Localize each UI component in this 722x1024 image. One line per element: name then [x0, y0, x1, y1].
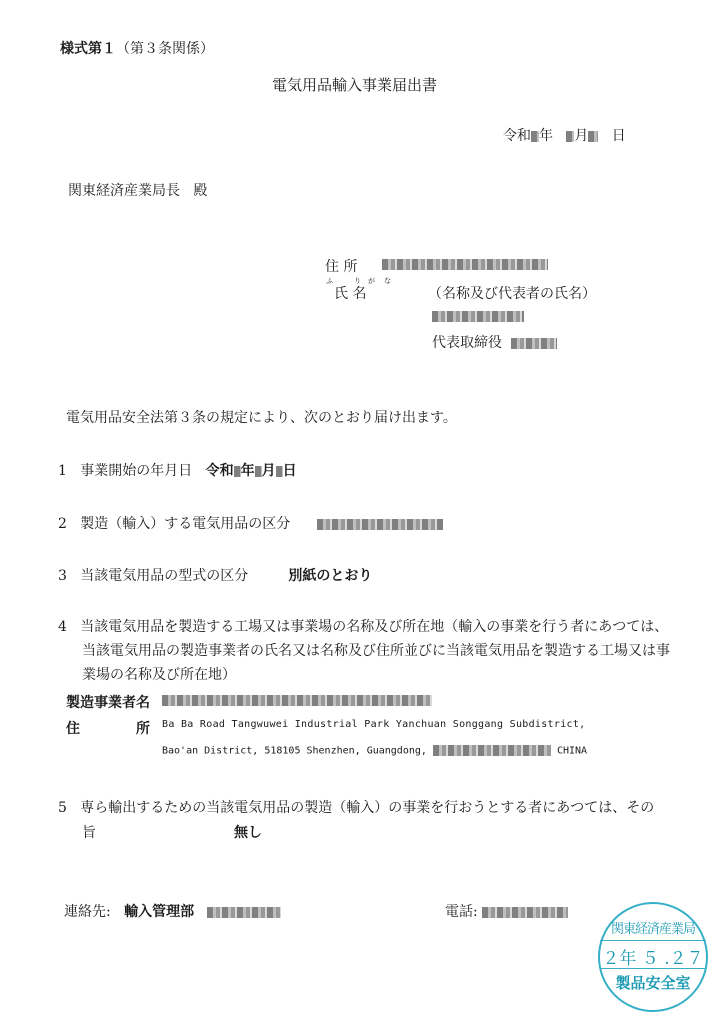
item-5: 5 専ら輸出するための当該電気用品の製造（輸入）の事業を行おうとする者にあつては、その	[58, 800, 655, 816]
submission-date: 令和 年 月 日	[503, 128, 626, 144]
maker-address-label: 住 所	[66, 721, 150, 737]
item-4: 4 当該電気用品を製造する工場又は事業場の名称及び所在地（輸入の事業を行う者にあつては、	[58, 619, 669, 635]
item-2: 2 製造（輸入）する電気用品の区分	[58, 513, 443, 533]
phone: 電話:	[445, 901, 568, 921]
address-label: 住 所	[325, 259, 358, 275]
maker-name-redacted	[162, 695, 432, 706]
maker-address-line2: Bao'an District, 518105 Shenzhen, Guangdong, CHINA	[162, 745, 588, 757]
maker-address-line1: Ba Ba Road Tangwuwei Industrial Park Yanchuan Songgang Subdistrict,	[162, 719, 586, 730]
name-label: 氏 名	[334, 286, 367, 302]
representative: 代表取締役	[432, 332, 557, 352]
address-redacted	[382, 259, 548, 270]
stamp-office: 関東経済産業局	[610, 922, 695, 937]
document-title: 電気用品輸入事業届出書	[272, 76, 438, 94]
item-4-line3: 業場の名称及び所在地）	[82, 667, 236, 683]
addressee: 関東経済産業局長 殿	[68, 183, 208, 199]
item-5-line2: 旨 無し	[82, 825, 262, 841]
receipt-stamp	[598, 902, 708, 1012]
item-1: 1 事業開始の年月日 令和 年 月 日	[58, 463, 297, 479]
intro-text: 電気用品安全法第３条の規定により、次のとおり届け出ます。	[66, 410, 457, 426]
furigana: ふ	[326, 277, 333, 285]
item-4-line2: 当該電気用品の製造事業者の氏名又は名称及び住所並びに当該電気用品を製造する工場又は事	[82, 643, 670, 659]
stamp-date: ２年 ５ .２７	[602, 949, 704, 969]
item-3: 3 当該電気用品の型式の区分 別紙のとおり	[58, 568, 373, 584]
contact: 連絡先: 輸入管理部	[64, 901, 281, 921]
form-number: 様式第１（第３条関係）	[60, 41, 214, 57]
stamp-division: 製品安全室	[615, 974, 691, 992]
company-name-redacted	[432, 311, 524, 322]
name-note: （名称及び代表者の氏名）	[428, 286, 596, 302]
maker-label: 製造事業者名	[66, 695, 150, 711]
